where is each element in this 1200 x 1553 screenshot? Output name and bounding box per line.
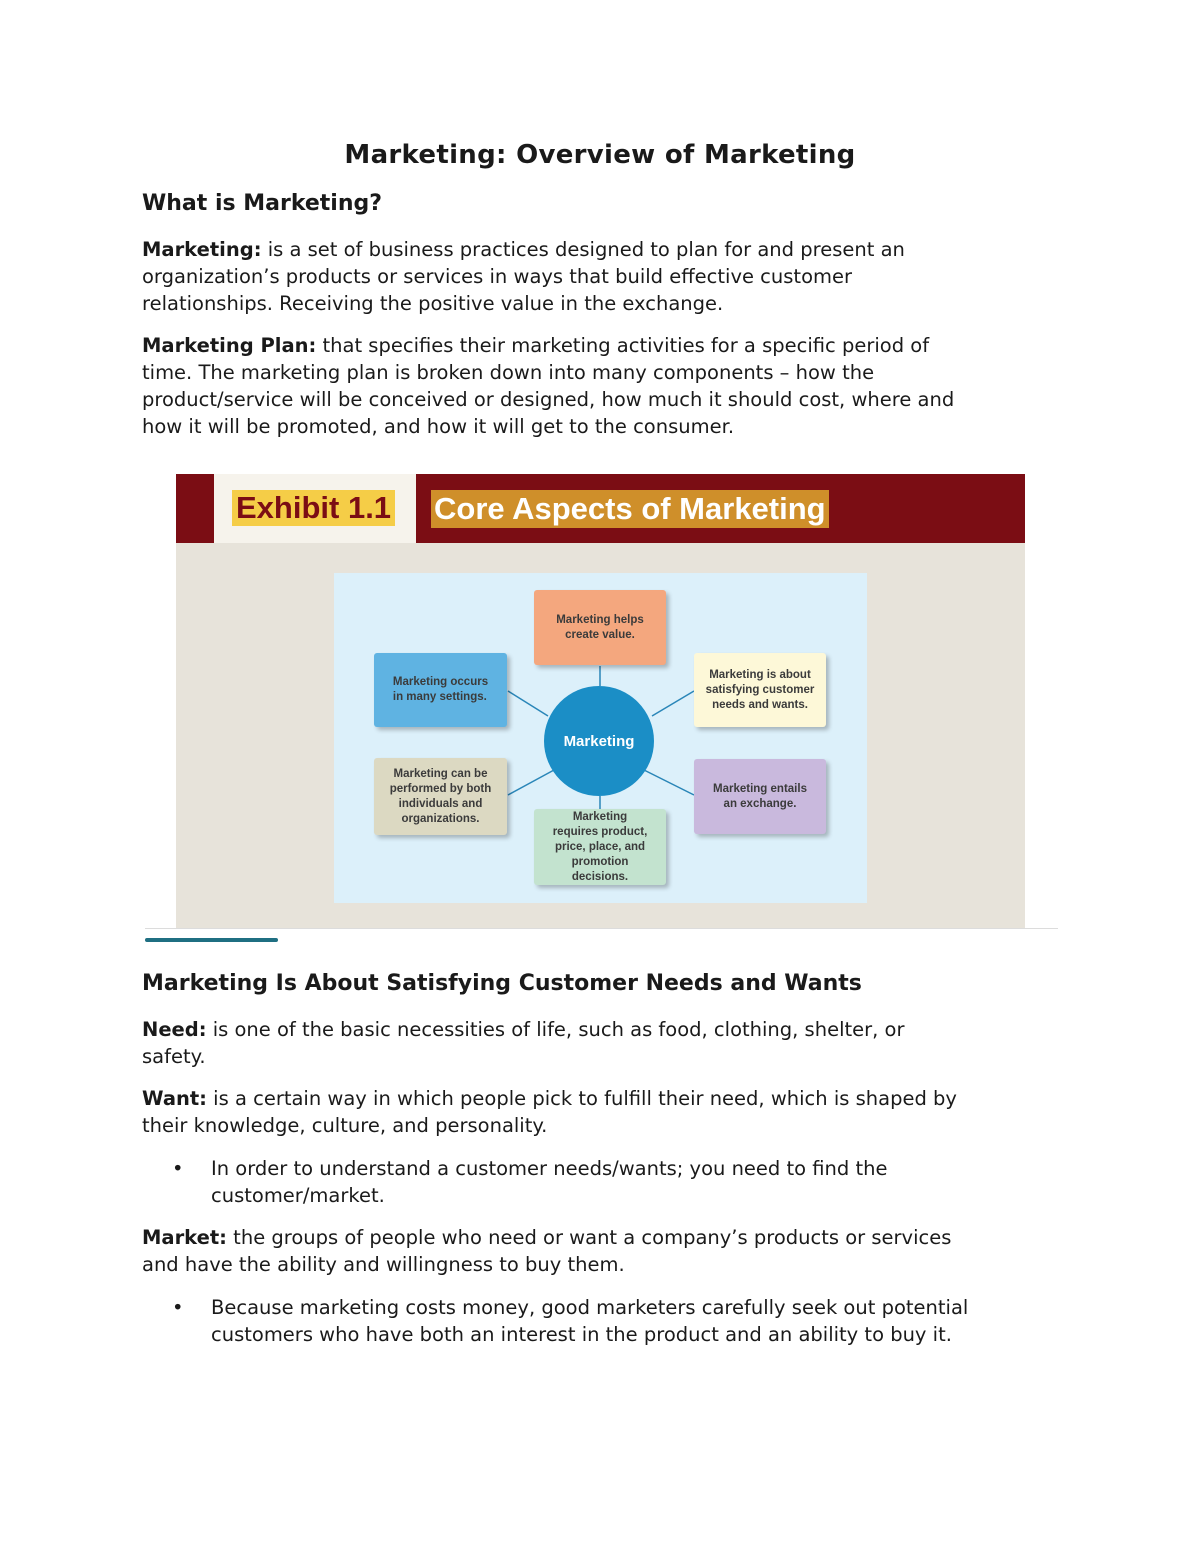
bullet-icon: • [172,1157,184,1180]
exhibit-number: Exhibit 1.1 [232,490,395,526]
bullet-text [211,1294,1061,1348]
node-satisfy-needs [694,653,826,727]
marketing-definition-line-3: relationships. Receiving the positive value in the exchange. [142,292,724,315]
plan-def-text-1: that specifies their marketing activities for a specific period of [316,334,930,357]
node-decisions-line-2: requires product, [552,825,648,838]
node-individuals-line-4: organizations. [401,812,480,825]
exhibit-title: Core Aspects of Marketing [431,490,829,528]
connector-settings [508,691,548,716]
plan-definition-line-2: time. The marketing plan is broken down into many components – how the [142,361,875,384]
plan-definition-line-3: product/service will be conceived or designed, how much it should cost, where and [142,388,955,411]
node-create-value [534,590,666,665]
connector-individuals [508,770,554,795]
node-satisfy-needs-line-2: satisfying customer [705,683,815,696]
marketing-def-text-1: is a set of business practices designed to plan for and present an [261,238,905,261]
bullet-1-line-2: customer/market. [211,1184,385,1207]
bullet-icon: • [172,1296,184,1319]
node-create-value-line-2: create value. [565,628,635,641]
node-many-settings [374,653,507,727]
figure-bottom-rule [145,928,1058,929]
need-def-text-1: is one of the basic necessities of life, such as food, clothing, shelter, or [206,1018,905,1041]
marketing-hub: Marketing [544,686,654,796]
node-decisions-line-1: Marketing [572,810,628,823]
exhibit-figure [176,474,1025,928]
marketing-definition [142,236,1062,317]
node-decisions-line-3: price, place, and [554,840,646,853]
marketing-definition-line-1 [142,236,1062,263]
plan-definition-line-1 [142,332,1062,359]
node-individuals-line-3: individuals and [398,797,483,810]
want-definition-line-2: their knowledge, culture, and personality. [142,1114,548,1137]
connector-satisfy [652,691,694,716]
want-definition-line-1 [142,1085,1062,1112]
term-want: Want: [142,1087,207,1110]
market-definition [142,1224,1062,1278]
node-many-settings-line-1: Marketing occurs [392,676,489,688]
market-def-text-1: the groups of people who need or want a company’s products or services [226,1226,952,1249]
node-exchange-line-2: an exchange. [723,797,797,810]
marketing-definition-line-2: organization’s products or services in ways that build effective customer [142,265,853,288]
term-marketing-plan: Marketing Plan: [142,334,317,357]
want-def-text-1: is a certain way in which people pick to fulfill their need, which is shaped by [206,1087,957,1110]
want-definition [142,1085,1062,1139]
section-heading-needs-wants: Marketing Is About Satisfying Customer Needs and Wants [142,971,862,996]
bullet-text [211,1155,1061,1209]
node-satisfy-needs-line-3: needs and wants. [712,698,808,711]
term-marketing: Marketing: [142,238,262,261]
term-market: Market: [142,1226,227,1249]
core-aspects-diagram [334,573,867,903]
node-many-settings-line-2: in many settings. [392,691,487,703]
node-exchange-line-1: Marketing entails [713,782,807,795]
node-individuals-line-2: performed by both [389,782,492,795]
node-decisions-line-4: promotion decisions. [571,855,629,883]
node-exchange [694,759,826,834]
node-individuals-organizations [374,758,507,835]
need-definition [142,1016,1062,1070]
node-individuals-line-1: Marketing can be [393,767,488,780]
need-definition-line-1 [142,1016,1062,1043]
figure-accent-rule [145,938,278,942]
plan-definition-line-4: how it will be promoted, and how it will get to the consumer. [142,415,735,438]
need-definition-line-2: safety. [142,1045,206,1068]
node-decisions [534,809,666,885]
page-title: Marketing: Overview of Marketing [344,140,856,170]
connector-exchange [644,770,694,795]
bullet-2-line-1: Because marketing costs money, good marketers carefully seek out potential [211,1296,969,1319]
bullet-2-line-2: customers who have both an interest in the product and an ability to buy it. [211,1323,952,1346]
marketing-plan-definition [142,332,1062,440]
term-need: Need: [142,1018,207,1041]
node-satisfy-needs-line-1: Marketing is about [709,668,811,681]
node-create-value-line-1: Marketing helps [556,613,644,626]
market-definition-line-1 [142,1224,1062,1251]
market-definition-line-2: and have the ability and willingness to buy them. [142,1253,625,1276]
section-heading-what-is-marketing: What is Marketing? [142,191,383,216]
bullet-1-line-1: In order to understand a customer needs/wants; you need to find the [211,1157,888,1180]
